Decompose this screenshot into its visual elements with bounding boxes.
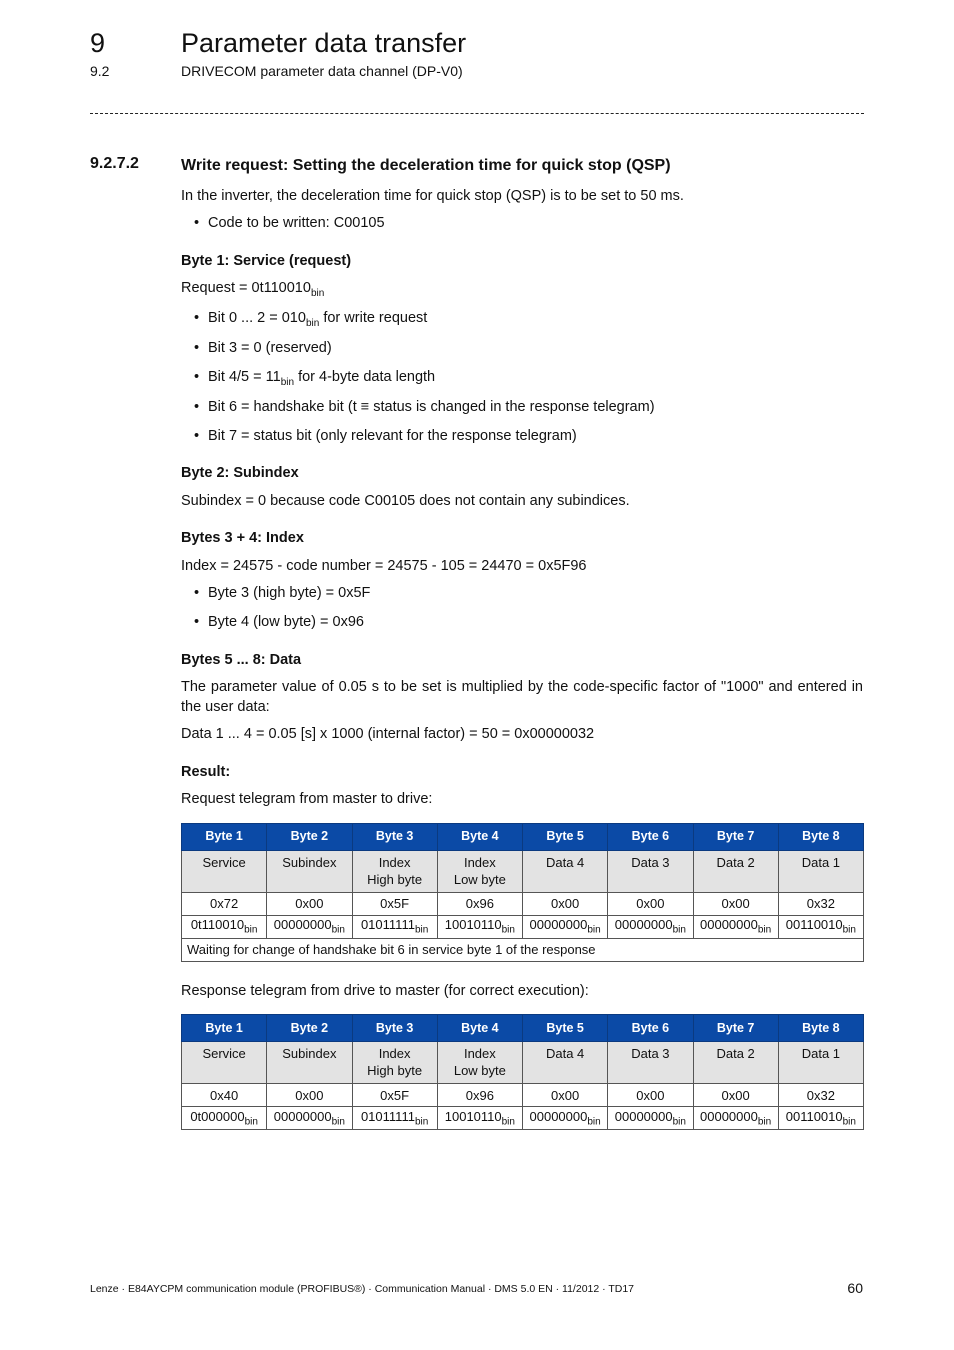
table-cell: Subindex (267, 1042, 352, 1084)
table-row (182, 915, 864, 938)
table-cell: $00000000_{bin}$ (267, 1107, 352, 1130)
bytes58-heading: Bytes 5 ... 8: Data (181, 651, 302, 668)
table-cell: $10010110_{bin}$ (437, 1107, 522, 1130)
table-cell: $00000000_{bin}$ (608, 915, 693, 938)
table-row (182, 1042, 864, 1084)
table-cell: $00000000_{bin}$ (608, 1107, 693, 1130)
list-item: • Code to be written: C00105 (181, 214, 863, 234)
table-cell: 0x5F (352, 1084, 437, 1107)
table-cell: 0x00 (693, 1084, 778, 1107)
column-header: Byte 3 (352, 1015, 437, 1042)
table-header-row (182, 823, 864, 850)
bytes34-list (181, 584, 863, 632)
table-row (182, 850, 864, 892)
table-cell: $01011111_{bin}$ (352, 1107, 437, 1130)
request-value: Request = $0t110010_{bin}$ (181, 280, 325, 300)
table-cell: $00000000_{bin}$ (267, 915, 352, 938)
column-header: Byte 1 (182, 1015, 267, 1042)
header-divider (90, 113, 864, 114)
byte1-heading: Byte 1: Service (request) (181, 252, 352, 269)
column-header: Byte 3 (352, 823, 437, 850)
section-number: 9.2 (90, 63, 110, 79)
chapter-title: Parameter data transfer (181, 28, 467, 58)
table-cell: Data 1 (778, 1042, 863, 1084)
bytes58-text: The parameter value of 0.05 s to be set is multiplied by the code-specific factor of "1000" and entered in the user data: (181, 679, 863, 715)
table-cell: Data 2 (693, 1042, 778, 1084)
table-cell: Index High byte (352, 850, 437, 892)
table-cell: $00000000_{bin}$ (693, 1107, 778, 1130)
table-cell: 0x00 (267, 892, 352, 915)
column-header: Byte 4 (437, 1015, 522, 1042)
table-cell: $00000000_{bin}$ (523, 1107, 608, 1130)
table-cell: 0x72 (182, 892, 267, 915)
table-cell: Index Low byte (437, 1042, 522, 1084)
bytes34-text: Index = 24575 - code number = 24575 - 105 = 24470 = 0x5F96 (181, 557, 587, 574)
request-caption: Request telegram from master to drive: (181, 791, 433, 808)
table-cell: 0x96 (437, 1084, 522, 1107)
column-header: Byte 2 (267, 1015, 352, 1042)
table-cell: 0x00 (523, 1084, 608, 1107)
intro-text: In the inverter, the deceleration time for quick stop (QSP) is to be set to 50 ms. (181, 187, 684, 204)
table-cell: 0x00 (608, 1084, 693, 1107)
subsection-title: Write request: Setting the deceleration time for quick stop (QSP) (181, 157, 671, 174)
column-header: Byte 6 (608, 823, 693, 850)
column-header: Byte 4 (437, 823, 522, 850)
table-cell: 0x00 (267, 1084, 352, 1107)
list-item: • Bit $4/5 = 11_{bin}$ for 4-byte data length (181, 368, 863, 389)
page-number: 60 (847, 1280, 863, 1296)
bytes58-formula: Data 1 ... 4 = 0.05 [s] x 1000 (internal factor) = 50 = 0x00000032 (181, 726, 595, 743)
code-list (181, 214, 863, 234)
column-header: Byte 8 (778, 823, 863, 850)
table-cell: Data 1 (778, 850, 863, 892)
table-cell: $10010110_{bin}$ (437, 915, 522, 938)
table-cell: Data 2 (693, 850, 778, 892)
table-cell: 0x32 (778, 892, 863, 915)
list-item: • Bit 3 = 0 (reserved) (181, 339, 863, 359)
table-cell: $0t000000_{bin}$ (182, 1107, 267, 1130)
table-cell: 0x96 (437, 892, 522, 915)
table-cell: 0x00 (523, 892, 608, 915)
table-note: Waiting for change of handshake bit 6 in service byte 1 of the response (182, 938, 864, 961)
table-cell: 0x40 (182, 1084, 267, 1107)
table-cell: $00000000_{bin}$ (523, 915, 608, 938)
table-header-row (182, 1015, 864, 1042)
table-cell: $00110010_{bin}$ (778, 1107, 863, 1130)
column-header: Byte 8 (778, 1015, 863, 1042)
table-cell: $01011111_{bin}$ (352, 915, 437, 938)
list-item: • Byte 4 (low byte) = 0x96 (181, 613, 863, 633)
column-header: Byte 5 (523, 1015, 608, 1042)
list-item: • Bit 7 = status bit (only relevant for the response telegram) (181, 427, 863, 447)
column-header: Byte 1 (182, 823, 267, 850)
response-telegram-table (181, 1014, 864, 1130)
byte1-bit-list (181, 309, 863, 446)
table-row (182, 1107, 864, 1130)
list-item: • Bit 6 = handshake bit (t ≡ status is changed in the response telegram) (181, 398, 863, 418)
bytes34-heading: Bytes 3 + 4: Index (181, 530, 304, 547)
list-item: • Byte 3 (high byte) = 0x5F (181, 584, 863, 604)
table-cell: Subindex (267, 850, 352, 892)
chapter-number: 9 (90, 28, 106, 58)
table-cell: Data 3 (608, 1042, 693, 1084)
footer-text: Lenze · E84AYCPM communication module (PROFIBUS®) · Communication Manual · DMS 5.0 EN · 11/2012 · TD17 (90, 1283, 635, 1295)
column-header: Byte 7 (693, 823, 778, 850)
column-header: Byte 2 (267, 823, 352, 850)
byte2-text: Subindex = 0 because code C00105 does not contain any subindices. (181, 492, 630, 509)
table-cell: 0x32 (778, 1084, 863, 1107)
table-cell: Index Low byte (437, 850, 522, 892)
column-header: Byte 5 (523, 823, 608, 850)
table-cell: Data 3 (608, 850, 693, 892)
column-header: Byte 7 (693, 1015, 778, 1042)
section-title: DRIVECOM parameter data channel (DP-V0) (181, 63, 463, 79)
table-cell: Data 4 (523, 1042, 608, 1084)
byte2-heading: Byte 2: Subindex (181, 465, 299, 482)
table-cell: $00110010_{bin}$ (778, 915, 863, 938)
table-row (182, 938, 864, 961)
column-header: Byte 6 (608, 1015, 693, 1042)
table-cell: 0x00 (608, 892, 693, 915)
subsection-number: 9.2.7.2 (90, 155, 139, 172)
table-row (182, 892, 864, 915)
result-heading: Result: (181, 763, 231, 780)
main-content (181, 155, 863, 1150)
table-row (182, 1084, 864, 1107)
list-item: • Bit 0 ... $2 = 010_{bin}$ for write request (181, 309, 863, 330)
table-cell: 0x5F (352, 892, 437, 915)
table-cell: Data 4 (523, 850, 608, 892)
table-cell: Service (182, 1042, 267, 1084)
table-cell: Index High byte (352, 1042, 437, 1084)
table-cell: $0t110010_{bin}$ (182, 915, 267, 938)
table-cell: 0x00 (693, 892, 778, 915)
response-caption: Response telegram from drive to master (for correct execution): (181, 982, 589, 999)
request-telegram-table (181, 823, 864, 962)
table-cell: $00000000_{bin}$ (693, 915, 778, 938)
table-cell: Service (182, 850, 267, 892)
